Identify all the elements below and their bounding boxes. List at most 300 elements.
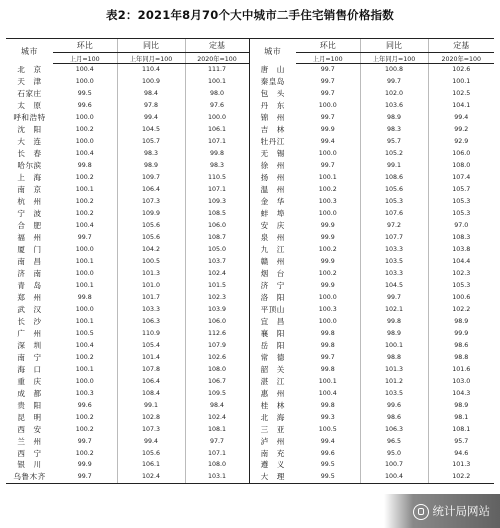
city-name: 北 海 — [249, 412, 296, 424]
yoy-value: 98.9 — [360, 112, 428, 124]
yoy-value: 105.2 — [360, 148, 428, 160]
city-name: 兰 州 — [17, 436, 42, 446]
yoy-value: 107.6 — [360, 208, 428, 220]
yoy-value: 98.3 — [360, 124, 428, 136]
mom-value: 100.2 — [75, 413, 94, 421]
yoy-value: 104.2 — [117, 244, 185, 256]
mom-value: 99.6 — [320, 449, 335, 457]
yoy-value: 101.4 — [117, 352, 185, 364]
mom-value: 99.7 — [320, 77, 335, 85]
city-name: 桂 林 — [249, 400, 296, 412]
mom-value: 99.3 — [320, 413, 335, 421]
mom-value: 100.2 — [75, 425, 94, 433]
yoy-value: 104.5 — [117, 124, 185, 136]
base-value: 103.9 — [185, 304, 249, 316]
mom-value: 100.2 — [75, 125, 94, 133]
yoy-value: 99.8 — [360, 316, 428, 328]
yoy-value: 99.6 — [360, 400, 428, 412]
mom-value: 99.6 — [77, 401, 92, 409]
base-value: 102.2 — [428, 471, 494, 483]
yoy-value: 107.8 — [117, 364, 185, 376]
yoy-value: 100.1 — [360, 340, 428, 352]
watermark-text: 统计局网站 — [432, 504, 490, 518]
city-name: 呼和浩特 — [13, 112, 46, 122]
table-row — [6, 256, 494, 268]
yoy-value: 100.9 — [117, 76, 185, 88]
city-name: 湛 江 — [249, 376, 296, 388]
city-name: 深 圳 — [17, 340, 42, 350]
yoy-value: 102.8 — [117, 412, 185, 424]
base-value: 110.5 — [185, 172, 249, 184]
city-name: 南 充 — [249, 448, 296, 460]
table-row — [6, 328, 494, 340]
city-name: 蚌 埠 — [249, 208, 296, 220]
base-value: 101.3 — [428, 459, 494, 471]
mom-value: 100.2 — [318, 245, 337, 253]
city-name: 九 江 — [249, 244, 296, 256]
mom-value: 99.9 — [320, 233, 335, 241]
yoy-value: 107.7 — [360, 232, 428, 244]
mom-value: 99.7 — [53, 471, 117, 483]
base-value: 107.1 — [185, 136, 249, 148]
city-name: 太 原 — [17, 100, 42, 110]
mom-value: 99.8 — [77, 293, 92, 301]
city-name: 成 都 — [17, 388, 42, 398]
city-header-right: 城市 — [249, 39, 296, 64]
yoy-value: 107.3 — [117, 196, 185, 208]
base-subheader-right: 2020年=100 — [428, 53, 494, 64]
city-name: 泸 州 — [249, 436, 296, 448]
mom-value: 100.2 — [75, 449, 94, 457]
base-value: 98.9 — [428, 316, 494, 328]
base-value: 106.7 — [185, 376, 249, 388]
city-name: 西 宁 — [17, 448, 42, 458]
base-value: 111.7 — [185, 64, 249, 76]
base-value: 103.7 — [185, 256, 249, 268]
yoy-value: 106.4 — [117, 184, 185, 196]
table-row — [6, 64, 494, 76]
mom-value: 100.0 — [318, 101, 337, 109]
base-value: 99.4 — [428, 112, 494, 124]
base-value: 100.1 — [185, 76, 249, 88]
mom-value: 100.0 — [75, 77, 94, 85]
city-name: 重 庆 — [17, 376, 42, 386]
mom-value: 100.2 — [75, 209, 94, 217]
yoy-value: 110.9 — [117, 328, 185, 340]
city-name: 安 庆 — [249, 220, 296, 232]
city-name: 锦 州 — [249, 112, 296, 124]
base-value: 98.0 — [185, 88, 249, 100]
watermark — [384, 494, 500, 528]
city-name: 天 津 — [17, 76, 42, 86]
base-value: 101.6 — [428, 364, 494, 376]
city-name: 宁 波 — [17, 208, 42, 218]
base-value: 102.4 — [185, 268, 249, 280]
base-value: 106.0 — [185, 316, 249, 328]
city-name: 银 川 — [17, 460, 42, 470]
mom-value: 99.7 — [77, 233, 92, 241]
city-name: 武 汉 — [17, 304, 42, 314]
table-row — [6, 364, 494, 376]
yoy-value: 105.6 — [117, 448, 185, 460]
city-name: 青 岛 — [17, 280, 42, 290]
base-value: 107.1 — [185, 448, 249, 460]
base-value: 107.1 — [185, 184, 249, 196]
city-name: 南 宁 — [17, 352, 42, 362]
mom-value: 99.7 — [320, 113, 335, 121]
base-value: 102.4 — [185, 412, 249, 424]
base-value: 99.9 — [428, 328, 494, 340]
base-value: 102.2 — [428, 304, 494, 316]
mom-header: 环比 — [53, 39, 117, 53]
mom-value: 100.3 — [75, 389, 94, 397]
mom-value: 100.0 — [318, 293, 337, 301]
yoy-value: 99.1 — [360, 160, 428, 172]
city-name: 海 口 — [17, 364, 42, 374]
yoy-value: 103.5 — [360, 388, 428, 400]
yoy-value: 106.1 — [117, 459, 185, 471]
table-row — [6, 208, 494, 220]
base-header: 定基 — [185, 39, 249, 53]
city-name: 西 安 — [17, 424, 42, 434]
city-name: 厦 门 — [17, 244, 42, 254]
mom-value: 100.1 — [75, 185, 94, 193]
city-name: 惠 州 — [249, 388, 296, 400]
yoy-value: 98.4 — [117, 88, 185, 100]
city-name: 韶 关 — [249, 364, 296, 376]
yoy-value: 101.0 — [117, 280, 185, 292]
mom-value: 99.9 — [320, 125, 335, 133]
table-row — [6, 112, 494, 124]
city-name: 石家庄 — [17, 88, 42, 98]
table-row — [6, 352, 494, 364]
base-value: 107.4 — [428, 172, 494, 184]
yoy-value: 96.5 — [360, 436, 428, 448]
mom-header-right: 环比 — [296, 39, 360, 53]
table-row — [6, 400, 494, 412]
base-value: 95.7 — [428, 436, 494, 448]
base-value: 102.3 — [185, 292, 249, 304]
base-value: 105.3 — [428, 280, 494, 292]
table-row — [6, 268, 494, 280]
yoy-value: 95.7 — [360, 136, 428, 148]
mom-value: 100.0 — [318, 149, 337, 157]
base-value: 98.6 — [428, 340, 494, 352]
yoy-value: 95.0 — [360, 448, 428, 460]
mom-value: 99.8 — [320, 401, 335, 409]
mom-value: 100.0 — [75, 377, 94, 385]
mom-value: 100.5 — [75, 329, 94, 337]
yoy-value: 98.9 — [117, 160, 185, 172]
table-row — [6, 316, 494, 328]
mom-value: 99.9 — [320, 281, 335, 289]
table-row — [6, 448, 494, 460]
mom-value: 100.0 — [75, 245, 94, 253]
mom-value: 100.0 — [318, 317, 337, 325]
yoy-value: 103.3 — [360, 268, 428, 280]
base-value: 102.5 — [428, 88, 494, 100]
city-name: 温 州 — [249, 184, 296, 196]
mom-value: 100.4 — [75, 149, 94, 157]
yoy-subheader-right: 上年同月=100 — [360, 53, 428, 64]
base-value: 100.6 — [428, 292, 494, 304]
base-value: 112.6 — [185, 328, 249, 340]
yoy-value: 100.5 — [117, 256, 185, 268]
yoy-value: 100.8 — [360, 64, 428, 76]
table-row — [6, 76, 494, 88]
mom-value: 99.7 — [77, 437, 92, 445]
yoy-value: 102.4 — [117, 471, 185, 483]
table-row — [6, 244, 494, 256]
city-name: 广 州 — [17, 328, 42, 338]
base-value: 108.3 — [428, 232, 494, 244]
mom-value: 99.5 — [320, 461, 335, 469]
city-name: 丹 东 — [249, 100, 296, 112]
yoy-value: 103.3 — [360, 244, 428, 256]
yoy-value: 99.1 — [117, 400, 185, 412]
base-value: 108.0 — [185, 364, 249, 376]
mom-value: 100.1 — [318, 173, 337, 181]
base-header-right: 定基 — [428, 39, 494, 53]
base-value: 102.3 — [428, 268, 494, 280]
yoy-value: 99.4 — [117, 112, 185, 124]
yoy-value: 98.3 — [117, 148, 185, 160]
yoy-value: 101.3 — [117, 268, 185, 280]
base-value: 98.3 — [185, 160, 249, 172]
mom-value: 99.7 — [320, 353, 335, 361]
table-row — [6, 196, 494, 208]
mom-value: 99.7 — [320, 89, 335, 97]
city-name: 平顶山 — [249, 304, 296, 316]
city-name: 乌鲁木齐 — [6, 471, 53, 483]
yoy-value: 105.6 — [360, 184, 428, 196]
base-value: 109.3 — [185, 196, 249, 208]
mom-value: 100.4 — [75, 66, 94, 73]
mom-value: 99.8 — [77, 161, 92, 169]
yoy-value: 105.6 — [117, 220, 185, 232]
base-value: 101.5 — [185, 280, 249, 292]
base-value: 98.4 — [185, 400, 249, 412]
base-value: 108.1 — [428, 424, 494, 436]
table-row — [6, 292, 494, 304]
base-value: 102.6 — [428, 64, 494, 76]
mom-value: 100.1 — [75, 257, 94, 265]
table-row — [6, 184, 494, 196]
mom-value: 100.2 — [318, 185, 337, 193]
base-value: 102.6 — [185, 352, 249, 364]
city-name: 合 肥 — [17, 220, 42, 230]
table-row — [6, 220, 494, 232]
city-name: 郑 州 — [17, 292, 42, 302]
yoy-value: 100.7 — [360, 459, 428, 471]
yoy-subheader: 上年同月=100 — [117, 53, 185, 64]
yoy-value: 104.5 — [360, 280, 428, 292]
table-row — [6, 232, 494, 244]
city-name: 北 京 — [17, 64, 42, 74]
yoy-value: 101.2 — [360, 376, 428, 388]
city-name: 长 沙 — [17, 316, 42, 326]
price-index-table — [6, 38, 494, 484]
base-value: 109.5 — [185, 388, 249, 400]
mom-value: 99.4 — [320, 437, 335, 445]
mom-value: 100.0 — [75, 113, 94, 121]
city-name: 福 州 — [17, 232, 42, 242]
yoy-value: 102.0 — [360, 88, 428, 100]
yoy-value: 106.4 — [117, 376, 185, 388]
city-name: 牡丹江 — [249, 136, 296, 148]
mom-value: 100.4 — [318, 389, 337, 397]
city-name: 秦皇岛 — [249, 76, 296, 88]
mom-value: 99.5 — [77, 89, 92, 97]
city-name: 哈尔滨 — [17, 160, 42, 170]
mom-value: 100.1 — [75, 317, 94, 325]
city-name: 唐 山 — [249, 64, 296, 76]
base-value: 106.1 — [185, 124, 249, 136]
base-value: 97.6 — [185, 100, 249, 112]
mom-value: 100.0 — [75, 269, 94, 277]
table-row — [6, 424, 494, 436]
yoy-value: 99.7 — [360, 292, 428, 304]
base-value: 108.7 — [185, 232, 249, 244]
base-value: 98.1 — [428, 412, 494, 424]
base-value: 94.6 — [428, 448, 494, 460]
city-name: 贵 阳 — [17, 400, 42, 410]
mom-value: 99.7 — [320, 66, 335, 73]
city-name: 无 锡 — [249, 148, 296, 160]
base-value: 106.0 — [185, 220, 249, 232]
city-name: 昆 明 — [17, 412, 42, 422]
base-value: 106.0 — [428, 148, 494, 160]
city-name: 常 德 — [249, 352, 296, 364]
mom-value: 99.8 — [320, 341, 335, 349]
mom-subheader-right: 上月=100 — [296, 53, 360, 64]
city-name: 包 头 — [249, 88, 296, 100]
table-row — [6, 136, 494, 148]
mom-value: 99.9 — [320, 221, 335, 229]
table-row — [6, 376, 494, 388]
city-name: 南 昌 — [17, 256, 42, 266]
city-name: 洛 阳 — [249, 292, 296, 304]
city-name: 扬 州 — [249, 172, 296, 184]
mom-value: 100.3 — [318, 305, 337, 313]
table-row — [6, 459, 494, 471]
mom-value: 100.5 — [318, 425, 337, 433]
base-value: 99.2 — [428, 124, 494, 136]
mom-value: 100.2 — [318, 269, 337, 277]
base-value: 105.0 — [185, 244, 249, 256]
yoy-value: 109.9 — [117, 208, 185, 220]
table-row — [6, 412, 494, 424]
city-name: 遵 义 — [249, 459, 296, 471]
yoy-value: 103.5 — [360, 256, 428, 268]
city-name: 南 京 — [17, 184, 42, 194]
yoy-value: 100.4 — [360, 471, 428, 483]
mom-value: 99.7 — [320, 161, 335, 169]
base-value: 104.3 — [428, 388, 494, 400]
city-name: 徐 州 — [249, 160, 296, 172]
base-value: 108.1 — [185, 424, 249, 436]
city-name: 大 理 — [249, 471, 296, 483]
city-name: 襄 阳 — [249, 328, 296, 340]
base-value: 105.7 — [428, 184, 494, 196]
yoy-value: 105.6 — [117, 232, 185, 244]
base-subheader: 2020年=100 — [185, 53, 249, 64]
city-name: 岳 阳 — [249, 340, 296, 352]
yoy-value: 105.7 — [117, 136, 185, 148]
yoy-value: 106.3 — [117, 316, 185, 328]
yoy-value: 103.6 — [360, 100, 428, 112]
table-row — [6, 124, 494, 136]
base-value: 97.0 — [428, 220, 494, 232]
mom-value: 99.8 — [320, 365, 335, 373]
base-value: 103.1 — [185, 471, 249, 483]
yoy-value: 98.9 — [360, 328, 428, 340]
yoy-header-right: 同比 — [360, 39, 428, 53]
yoy-value: 98.8 — [360, 352, 428, 364]
yoy-value: 105.3 — [360, 196, 428, 208]
base-value: 92.9 — [428, 136, 494, 148]
mom-value: 100.1 — [318, 377, 337, 385]
base-value: 108.0 — [185, 459, 249, 471]
city-name: 吉 林 — [249, 124, 296, 136]
base-value: 104.1 — [428, 100, 494, 112]
base-value: 100.1 — [428, 76, 494, 88]
table-row — [6, 88, 494, 100]
mom-value: 99.9 — [77, 461, 92, 469]
yoy-value: 102.1 — [360, 304, 428, 316]
mom-value: 99.6 — [77, 101, 92, 109]
mom-value: 100.3 — [318, 197, 337, 205]
city-name: 金 华 — [249, 196, 296, 208]
city-name: 杭 州 — [17, 196, 42, 206]
mom-value: 99.5 — [296, 471, 360, 483]
table-row — [6, 388, 494, 400]
mom-value: 99.8 — [320, 329, 335, 337]
base-value: 99.8 — [185, 148, 249, 160]
table-body — [6, 64, 494, 484]
city-name: 济 南 — [17, 268, 42, 278]
yoy-value: 103.3 — [117, 304, 185, 316]
base-value: 105.3 — [428, 196, 494, 208]
mom-value: 99.4 — [320, 137, 335, 145]
yoy-value: 101.3 — [360, 364, 428, 376]
yoy-value: 107.3 — [117, 424, 185, 436]
city-name: 沈 阳 — [17, 124, 42, 134]
yoy-value: 97.2 — [360, 220, 428, 232]
mom-value: 100.1 — [75, 365, 94, 373]
city-name: 烟 台 — [249, 268, 296, 280]
table-row — [6, 304, 494, 316]
base-value: 107.9 — [185, 340, 249, 352]
mom-value: 100.2 — [75, 173, 94, 181]
city-name: 三 亚 — [249, 424, 296, 436]
yoy-value: 105.4 — [117, 340, 185, 352]
mom-value: 100.0 — [75, 305, 94, 313]
yoy-header: 同比 — [117, 39, 185, 53]
base-value: 100.0 — [185, 112, 249, 124]
stats-logo-icon — [413, 504, 429, 520]
yoy-value: 106.3 — [360, 424, 428, 436]
table-row — [6, 436, 494, 448]
city-name: 宜 昌 — [249, 316, 296, 328]
table-row — [6, 100, 494, 112]
table-title: 表2：2021年8月70个大中城市二手住宅销售价格指数 — [106, 8, 394, 22]
mom-value: 99.9 — [320, 257, 335, 265]
table-row — [6, 160, 494, 172]
table-row — [6, 148, 494, 160]
table-row — [6, 340, 494, 352]
base-value: 98.9 — [428, 400, 494, 412]
